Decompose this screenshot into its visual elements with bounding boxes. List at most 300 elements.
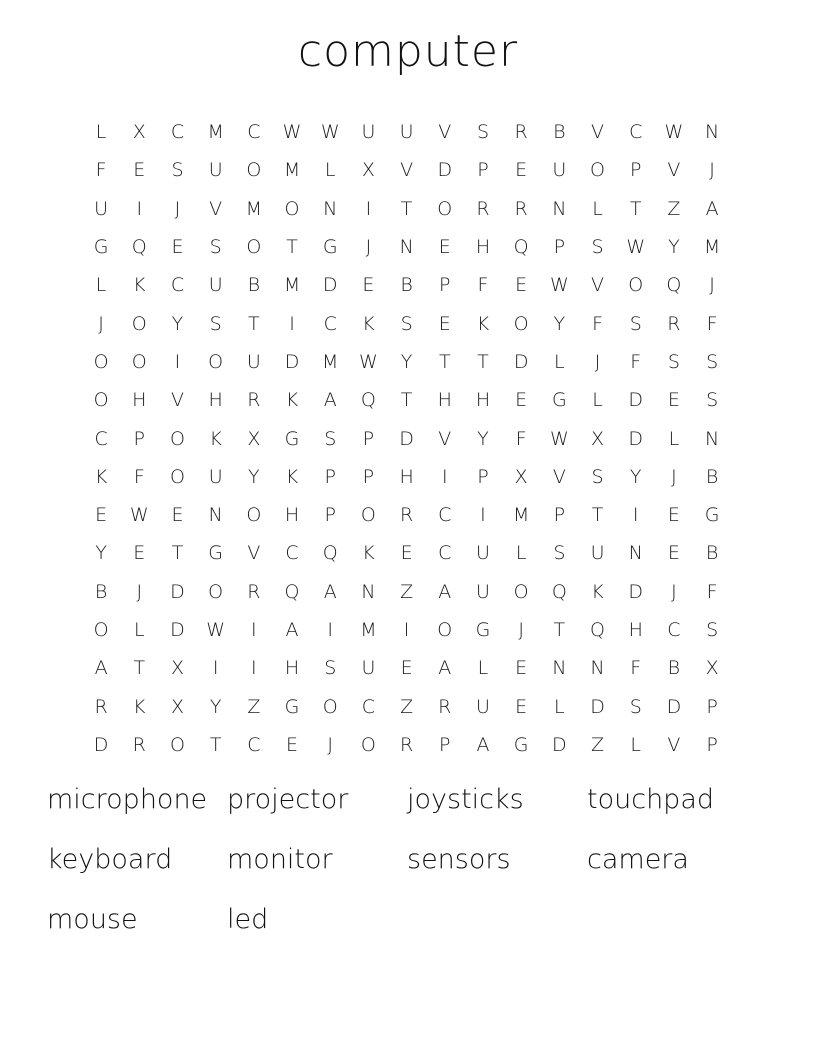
grid-cell: O (131, 312, 147, 335)
grid-cell: Z (591, 733, 605, 756)
grid-cell: E (515, 274, 528, 297)
grid-cell: C (667, 619, 681, 641)
grid-cell: D (322, 274, 338, 297)
word-bank-item: mouse (47, 904, 138, 935)
grid-cell: R (247, 389, 261, 412)
grid-cell: X (132, 121, 146, 144)
grid-cell: J (671, 465, 677, 488)
grid-row (82, 458, 732, 496)
grid-cell: I (289, 312, 295, 335)
grid-cell: W (359, 350, 378, 373)
grid-cell: T (248, 312, 260, 335)
grid-cell: G (513, 733, 529, 756)
grid-cell: J (709, 274, 715, 297)
grid-row (82, 649, 732, 687)
grid-cell: J (671, 580, 677, 603)
word-bank-item: touchpad (587, 784, 714, 815)
grid-cell: X (170, 657, 184, 680)
grid-cell: I (136, 197, 143, 220)
grid-cell: S (629, 312, 642, 335)
grid-cell: C (285, 542, 299, 565)
grid-cell: Y (209, 695, 222, 718)
grid-cell: K (285, 389, 299, 412)
grid-cell: S (476, 121, 489, 144)
grid-cell: V (400, 159, 414, 182)
grid-cell: E (438, 236, 451, 259)
grid-cell: O (628, 274, 644, 297)
grid-cell: X (705, 657, 719, 680)
grid-cell: Q (666, 274, 682, 297)
grid-cell: E (95, 504, 108, 527)
grid-cell: L (592, 197, 603, 220)
grid-cell: O (513, 580, 529, 603)
grid-cell: S (667, 350, 680, 373)
grid-cell: B (247, 274, 261, 297)
grid-cell: U (208, 274, 223, 297)
grid-cell: J (518, 619, 524, 641)
grid-row (82, 304, 732, 342)
grid-cell: T (133, 657, 146, 680)
grid-cell: W (626, 236, 646, 259)
puzzle-title: computer (297, 26, 519, 77)
grid-cell: G (704, 504, 720, 527)
word-bank-item: keyboard (47, 844, 173, 875)
grid-cell: J (327, 733, 334, 756)
grid-cell: G (551, 389, 567, 412)
grid-cell: L (133, 619, 145, 641)
grid-cell: R (94, 695, 108, 718)
grid-cell: P (362, 465, 375, 488)
grid-cell: C (361, 695, 376, 718)
grid-cell: C (94, 427, 108, 450)
grid-cell: E (438, 312, 451, 335)
grid-cell: E (362, 274, 375, 297)
grid-cell: M (245, 197, 263, 220)
grid-cell: D (590, 695, 605, 718)
word-bank-item: monitor (227, 844, 333, 875)
grid-cell: D (437, 159, 453, 182)
grid-cell: H (284, 504, 300, 527)
grid-cell: O (437, 619, 453, 641)
grid-cell: K (476, 312, 490, 335)
grid-row (82, 611, 732, 649)
grid-cell: R (132, 733, 146, 756)
word-bank-item: microphone (47, 784, 208, 815)
grid-cell: I (480, 504, 486, 527)
grid-cell: U (208, 465, 223, 488)
grid-cell: C (170, 274, 185, 297)
grid-cell: D (666, 695, 682, 718)
grid-cell: T (171, 542, 184, 565)
grid-cell: L (515, 542, 527, 565)
grid-cell: S (553, 542, 566, 565)
grid-cell: O (93, 350, 109, 373)
grid-cell: E (515, 657, 528, 680)
grid-cell: Z (667, 197, 681, 220)
grid-cell: P (553, 504, 566, 527)
grid-cell: W (664, 121, 684, 144)
grid-cell: P (477, 465, 489, 488)
grid-cell: Y (400, 350, 413, 373)
grid-cell: V (591, 274, 605, 297)
grid-cell: Y (248, 465, 260, 488)
grid-row (82, 573, 732, 611)
grid-cell: M (283, 274, 301, 297)
grid-cell: O (322, 695, 338, 718)
grid-cell: I (212, 657, 219, 680)
grid-cell: G (322, 236, 338, 259)
grid-cell: W (320, 121, 340, 144)
grid-cell: P (439, 733, 451, 756)
grid-cell: E (400, 657, 413, 680)
grid-cell: D (552, 733, 567, 756)
grid-cell: A (323, 580, 337, 603)
grid-cell: T (286, 236, 298, 259)
grid-cell: O (93, 619, 109, 641)
grid-cell: Y (477, 427, 489, 450)
grid-cell: C (247, 733, 261, 756)
grid-cell: L (554, 695, 565, 718)
grid-cell: F (706, 312, 718, 335)
grid-cell: N (704, 427, 720, 450)
grid-cell: D (284, 350, 300, 373)
grid-cell: O (169, 465, 185, 488)
grid-cell: B (667, 657, 681, 680)
grid-cell: V (247, 542, 261, 565)
grid-cell: H (437, 389, 452, 412)
grid-cell: K (285, 465, 299, 488)
grid-cell: I (365, 197, 372, 220)
grid-cell: R (247, 580, 261, 603)
grid-cell: K (94, 465, 108, 488)
grid-cell: F (630, 657, 642, 680)
grid-cell: U (246, 350, 261, 373)
grid-cell: N (323, 197, 338, 220)
grid-cell: I (251, 619, 257, 641)
grid-cell: G (475, 619, 491, 641)
grid-cell: E (171, 236, 184, 259)
grid-cell: F (515, 427, 527, 450)
grid-cell: S (400, 312, 413, 335)
grid-cell: T (209, 733, 222, 756)
grid-cell: V (667, 733, 681, 756)
grid-cell: B (400, 274, 413, 297)
grid-cell: F (95, 159, 107, 182)
grid-cell: S (706, 350, 719, 373)
grid-cell: C (438, 542, 452, 565)
word-bank-item: sensors (407, 844, 511, 875)
grid-cell: D (628, 580, 644, 603)
grid-cell: F (592, 312, 603, 335)
grid-cell: L (95, 274, 107, 297)
grid-cell: P (477, 159, 489, 182)
grid-cell: E (515, 389, 528, 412)
grid-cell: D (170, 580, 185, 603)
grid-cell: D (93, 733, 109, 756)
grid-cell: H (475, 389, 491, 412)
grid-cell: T (477, 350, 489, 373)
grid-cell: M (207, 121, 224, 144)
grid-cell: C (629, 121, 643, 144)
grid-cell: L (324, 159, 336, 182)
grid-cell: X (247, 427, 261, 450)
grid-cell: K (362, 312, 375, 335)
grid-cell: P (629, 159, 642, 182)
grid-cell: N (399, 236, 414, 259)
grid-cell: R (514, 121, 528, 144)
grid-cell: H (208, 389, 223, 412)
grid-cell: T (400, 389, 413, 412)
grid-cell: E (515, 695, 528, 718)
grid-cell: U (399, 121, 414, 144)
grid-cell: P (133, 427, 146, 450)
grid-cell: S (629, 695, 642, 718)
grid-cell: O (513, 312, 529, 335)
grid-cell: I (441, 465, 448, 488)
grid-cell: O (246, 159, 262, 182)
grid-cell: B (94, 580, 108, 603)
grid-cell: X (591, 427, 605, 450)
grid-cell: F (477, 274, 489, 297)
grid-cell: U (361, 121, 376, 144)
grid-cell: X (514, 465, 528, 488)
grid-cell: O (360, 733, 376, 756)
grid-cell: G (284, 427, 300, 450)
grid-cell: H (284, 657, 300, 680)
grid-cell: S (706, 619, 719, 641)
grid-cell: T (591, 504, 604, 527)
grid-cell: Y (95, 542, 107, 565)
grid-cell: R (514, 197, 528, 220)
grid-cell: M (703, 236, 721, 259)
grid-cell: Q (360, 389, 376, 412)
grid-cell: I (632, 504, 639, 527)
grid-cell: V (170, 389, 184, 412)
grid-cell: Q (513, 236, 529, 259)
grid-cell: S (324, 427, 337, 450)
grid-cell: R (438, 695, 452, 718)
grid-cell: I (251, 657, 257, 680)
grid-cell: Z (247, 695, 261, 718)
grid-cell: O (246, 504, 262, 527)
grid-cell: E (133, 542, 146, 565)
grid-cell: U (476, 542, 490, 565)
grid-cell: O (360, 504, 376, 527)
grid-cell: V (438, 121, 452, 144)
grid-cell: T (553, 619, 566, 641)
grid-cell: V (667, 159, 681, 182)
grid-cell: A (705, 197, 719, 220)
grid-cell: S (591, 236, 604, 259)
grid-cell: B (705, 542, 719, 565)
grid-cell: Q (551, 580, 567, 603)
grid-cell: P (439, 274, 451, 297)
grid-cell: A (323, 389, 337, 412)
grid-cell: L (592, 389, 603, 412)
grid-cell: G (93, 236, 109, 259)
grid-cell: K (591, 580, 604, 603)
grid-cell: P (553, 236, 566, 259)
grid-cell: Y (171, 312, 184, 335)
grid-cell: E (171, 504, 184, 527)
grid-cell: W (129, 504, 149, 527)
grid-cell: S (209, 236, 222, 259)
grid-row (82, 687, 732, 725)
grid-cell: L (95, 121, 107, 144)
grid-cell: Q (590, 619, 606, 641)
grid-cell: K (209, 427, 222, 450)
grid-cell: J (174, 197, 181, 220)
grid-cell: J (136, 580, 143, 603)
grid-cell: U (476, 580, 490, 603)
grid-cell: T (629, 197, 642, 220)
grid-cell: W (206, 619, 226, 641)
grid-cell: H (628, 619, 643, 641)
grid-cell: N (590, 657, 605, 680)
grid-cell: Q (284, 580, 300, 603)
word-bank-item: joysticks (407, 784, 524, 815)
grid-cell: S (324, 657, 337, 680)
grid-cell: P (362, 427, 375, 450)
grid-cell: W (282, 121, 302, 144)
grid-cell: O (169, 427, 185, 450)
grid-cell: D (513, 350, 529, 373)
grid-cell: V (438, 427, 452, 450)
grid-cell: N (552, 657, 567, 680)
grid-cell: A (438, 657, 452, 680)
grid-cell: D (628, 427, 644, 450)
grid-cell: L (630, 733, 642, 756)
grid-cell: O (437, 197, 453, 220)
grid-cell: C (170, 121, 185, 144)
grid-cell: M (283, 159, 301, 182)
grid-cell: D (170, 619, 185, 641)
grid-cell: N (361, 580, 376, 603)
grid-cell: U (94, 197, 109, 220)
grid-cell: C (323, 312, 337, 335)
grid-cell: G (208, 542, 224, 565)
grid-cell: P (324, 504, 336, 527)
grid-cell: Y (553, 312, 566, 335)
grid-row (82, 534, 732, 572)
grid-cell: R (399, 733, 414, 756)
grid-cell: U (208, 159, 223, 182)
grid-cell: M (322, 350, 339, 373)
grid-cell: O (93, 389, 109, 412)
grid-cell: T (438, 350, 451, 373)
grid-cell: V (552, 465, 566, 488)
grid-cell: E (286, 733, 299, 756)
grid-cell: G (284, 695, 300, 718)
grid-cell: O (169, 733, 185, 756)
grid-cell: J (98, 312, 104, 335)
grid-cell: N (704, 121, 720, 144)
grid-cell: A (285, 619, 299, 641)
grid-cell: X (361, 159, 375, 182)
grid-cell: A (476, 733, 490, 756)
grid-cell: X (170, 695, 184, 718)
grid-cell: P (324, 465, 336, 488)
grid-cell: D (399, 427, 414, 450)
grid-cell: F (630, 350, 642, 373)
grid-cell: F (133, 465, 145, 488)
grid-cell: L (554, 350, 565, 373)
grid-cell: Z (400, 580, 414, 603)
grid-row (82, 343, 732, 381)
grid-cell: N (628, 542, 643, 565)
grid-cell: E (667, 389, 680, 412)
grid-cell: Z (400, 695, 414, 718)
grid-row (82, 190, 732, 228)
grid-cell: L (668, 427, 680, 450)
grid-cell: O (208, 350, 224, 373)
grid-cell: L (477, 657, 489, 680)
grid-cell: W (549, 427, 569, 450)
grid-cell: K (133, 274, 146, 297)
grid-cell: P (706, 695, 718, 718)
grid-cell: Y (668, 236, 680, 259)
grid-cell: O (131, 350, 147, 373)
grid-row (82, 496, 732, 534)
grid-cell: E (667, 542, 680, 565)
grid-cell: I (327, 619, 334, 641)
grid-cell: R (476, 197, 490, 220)
grid-cell: M (512, 504, 530, 527)
grid-cell: B (705, 465, 719, 488)
grid-row (82, 726, 732, 764)
grid-cell: H (132, 389, 147, 412)
grid-cell: S (706, 389, 719, 412)
grid-cell: Q (131, 236, 147, 259)
grid-cell: Q (322, 542, 338, 565)
grid-cell: S (171, 159, 184, 182)
grid-cell: H (475, 236, 491, 259)
grid-cell: O (590, 159, 606, 182)
grid-cell: A (94, 657, 108, 680)
grid-cell: Y (629, 465, 642, 488)
grid-cell: J (365, 236, 372, 259)
word-bank-item: projector (227, 784, 349, 815)
grid-cell: U (476, 695, 490, 718)
grid-cell: J (709, 159, 715, 182)
grid-cell: I (403, 619, 410, 641)
grid-cell: E (133, 159, 146, 182)
grid-cell: E (515, 159, 528, 182)
grid-row (82, 151, 732, 189)
grid-cell: S (209, 312, 222, 335)
grid-cell: O (284, 197, 300, 220)
grid-cell: S (591, 465, 604, 488)
grid-cell: V (209, 197, 223, 220)
grid-cell: V (591, 121, 605, 144)
grid-cell: E (667, 504, 680, 527)
grid-cell: E (400, 542, 413, 565)
grid-row (82, 381, 732, 419)
grid-cell: W (549, 274, 569, 297)
grid-cell: F (706, 580, 718, 603)
grid-cell: R (399, 504, 414, 527)
grid-cell: K (362, 542, 375, 565)
grid-cell: I (174, 350, 181, 373)
grid-cell: N (552, 197, 567, 220)
grid-cell: O (208, 580, 224, 603)
grid-cell: T (400, 197, 413, 220)
grid-row (82, 419, 732, 457)
grid-cell: R (667, 312, 681, 335)
grid-cell: D (628, 389, 644, 412)
grid-row (82, 228, 732, 266)
grid-cell: K (133, 695, 146, 718)
